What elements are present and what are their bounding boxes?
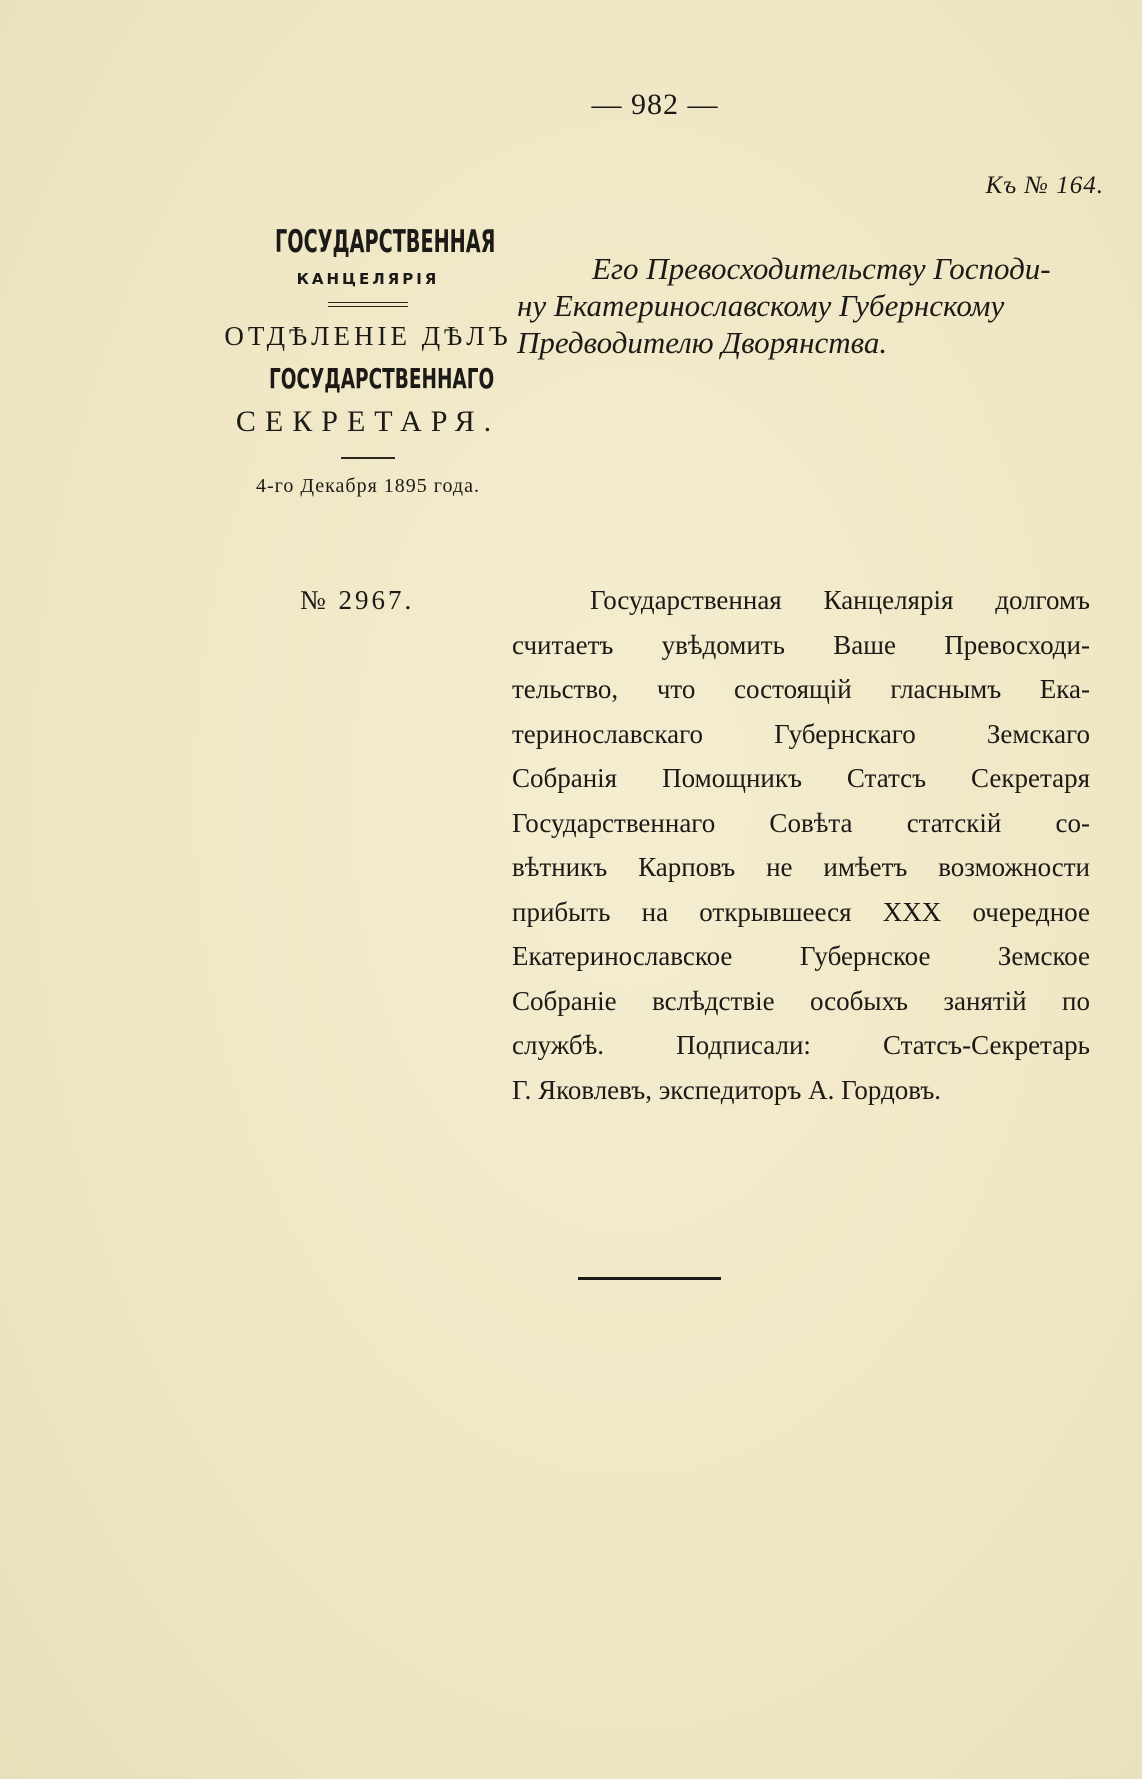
body-line: Собраніе вслѣдствіе особыхъ занятій по [512, 985, 1090, 1016]
body-line: считаетъ увѣдомить Ваше Превосходи- [512, 629, 1090, 660]
double-rule [328, 302, 408, 307]
addressee-line: Его Превосходительству Господи- [592, 251, 1051, 286]
sender-line-2: КАНЦЕЛЯРІЯ [296, 270, 440, 288]
bleed-through-text [160, 372, 169, 410]
addressee-block [517, 250, 1097, 361]
body-line: службѣ. Подписали: Статсъ-Секретарь [512, 1030, 1090, 1060]
sender-line-3: ОТДѢЛЕНІЕ ДѢЛЪ [224, 321, 512, 351]
end-rule [578, 1277, 721, 1280]
short-rule [341, 457, 395, 459]
document-date: 4-го Декабря 1895 года. [256, 475, 480, 497]
sender-line-5: СЕКРЕТАРЯ. [235, 405, 501, 438]
sender-line-1: ГОСУДАРСТВЕННАЯ [275, 224, 496, 260]
body-line: Государственнаго Совѣта статскій со- [512, 807, 1090, 838]
body-line: Государственная Канцелярія долгомъ [590, 585, 1090, 615]
body-line: прибыть на открывшееся XXX очередное [512, 896, 1090, 927]
body-line: теринославскаго Губернскаго Земскаго [512, 718, 1090, 749]
addressee-line: Предводителю Дворянства. [517, 325, 888, 360]
body-line: вѣтникъ Карповъ не имѣетъ возможности [512, 852, 1090, 882]
body-line: Г. Яковлевъ, экспедиторъ А. Гордовъ. [512, 1074, 942, 1105]
outgoing-number: № 2967. [300, 585, 415, 615]
addressee-line: ну Екатеринославскому Губернскому [517, 288, 1005, 323]
body-line: Собранія Помощникъ Статсъ Секретаря [512, 763, 1090, 793]
page-number: — 982 — [591, 88, 719, 121]
reference-number: Къ № 164. [985, 172, 1104, 199]
body-line: Екатеринославское Губернское Земское [512, 941, 1090, 971]
sender-line-4: ГОСУДАРСТВЕННАГО [269, 362, 495, 395]
sender-block [218, 222, 518, 498]
letter-body [512, 578, 1090, 1112]
body-line: тельство, что состоящій гласнымъ Ека- [512, 674, 1090, 704]
